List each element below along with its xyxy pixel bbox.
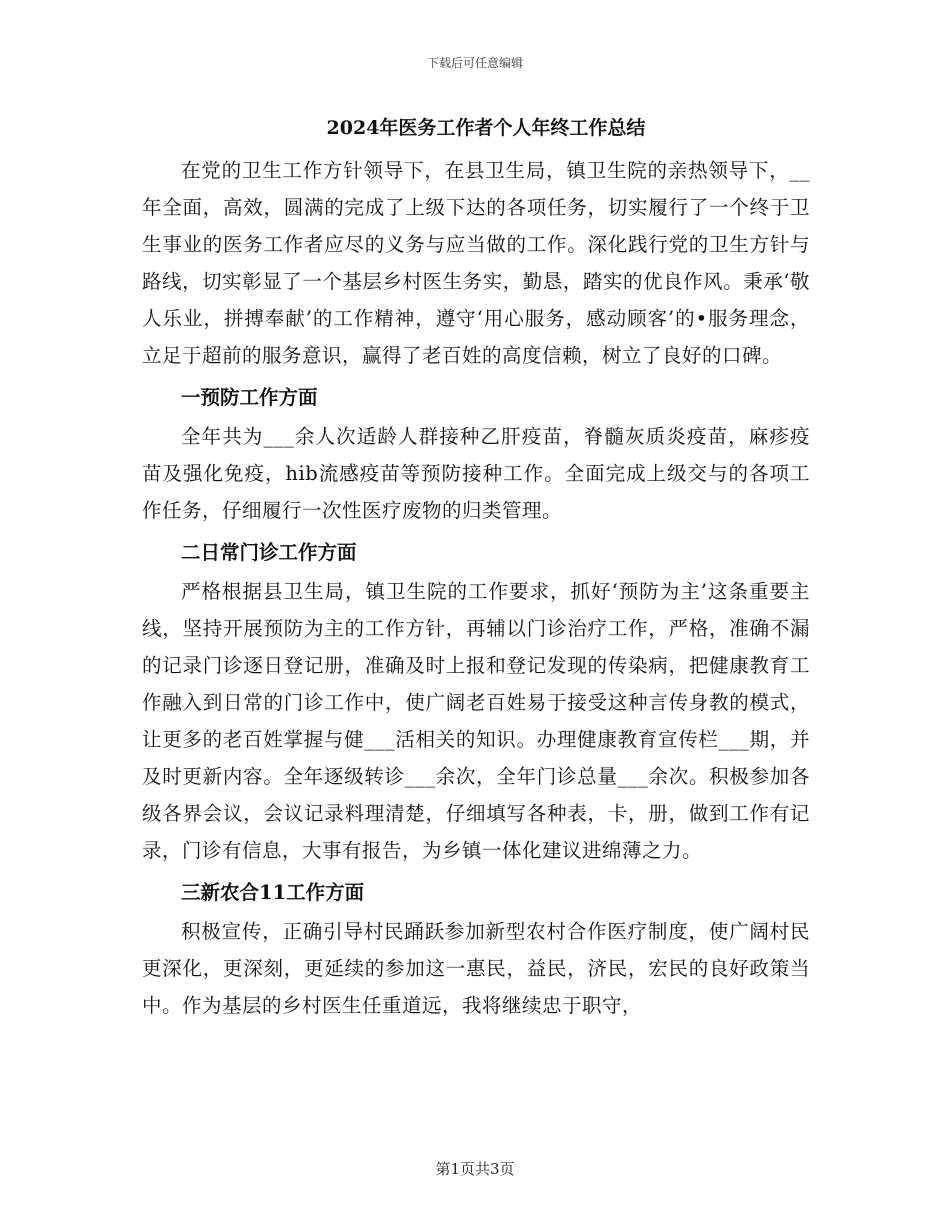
section-heading-new-rural-coop: 三新农合11工作方面: [181, 881, 365, 904]
document-title: 2024年医务工作者个人年终工作总结: [326, 117, 646, 139]
page-header-note: 下载后可任意编辑: [426, 56, 523, 70]
page-number: 第1页共3页: [435, 1160, 515, 1178]
section-body-outpatient: 严格根据县卫生局，镇卫生院的工作要求，抓好‘预防为主’这条重要主线，坚持开展预防为主的工作方针，再辅以门诊治疗工作，严格，准确不漏的记录门诊逐日登记册，准确及时上报和登记发现的传染病，把健康教育工作融入到日常的门诊工作中，使广阔老百姓易于接受这种言传身教的模式，让更多的老百姓掌握与健___活相关的知识。办理健康教育宣传栏___期，并及时更新内容。全年逐级转诊___余次，全年门诊总量___余次。积极参加各级各界会议，会议记录料理清楚，仔细填写各种表，卡，册，做到工作有记录，门诊有信息，大事有报告，为乡镇一体化建议进绵薄之力。: [142, 580, 810, 862]
section-heading-outpatient: 二日常门诊工作方面: [181, 541, 357, 564]
section-body-prevention: 全年共为___余人次适龄人群接种乙肝疫苗，脊髓灰质炎疫苗，麻疹疫苗及强化免疫，hib流感疫苗等预防接种工作。全面完成上级交与的各项工作任务，仔细履行一次性医疗废物的归类管理。: [142, 425, 810, 522]
document-body: [142, 108, 810, 1024]
section-body-new-rural-coop: 积极宣传，正确引导村民踊跃参加新型农村合作医疗制度，使广阔村民更深化，更深刻，更延续的参加这一惠民，益民，济民，宏民的良好政策当中。作为基层的乡村医生任重道远，我将继续忠于职守，: [142, 920, 810, 1017]
section-heading-prevention: 一预防工作方面: [181, 386, 318, 409]
intro-paragraph: 在党的卫生工作方针领导下，在县卫生局，镇卫生院的亲热领导下，__年全面，高效，圆满的完成了上级下达的各项任务，切实履行了一个终于卫生事业的医务工作者应尽的义务与应当做的工作。深化践行党的卫生方针与路线，切实彰显了一个基层乡村医生务实，勤恳，踏实的优良作风。秉承‘敬人乐业，拼搏奉献’的工作精神，遵守‘用心服务，感动顾客’的•服务理念，立足于超前的服务意识，赢得了老百姓的高度信赖，树立了良好的口碑。: [142, 159, 810, 367]
